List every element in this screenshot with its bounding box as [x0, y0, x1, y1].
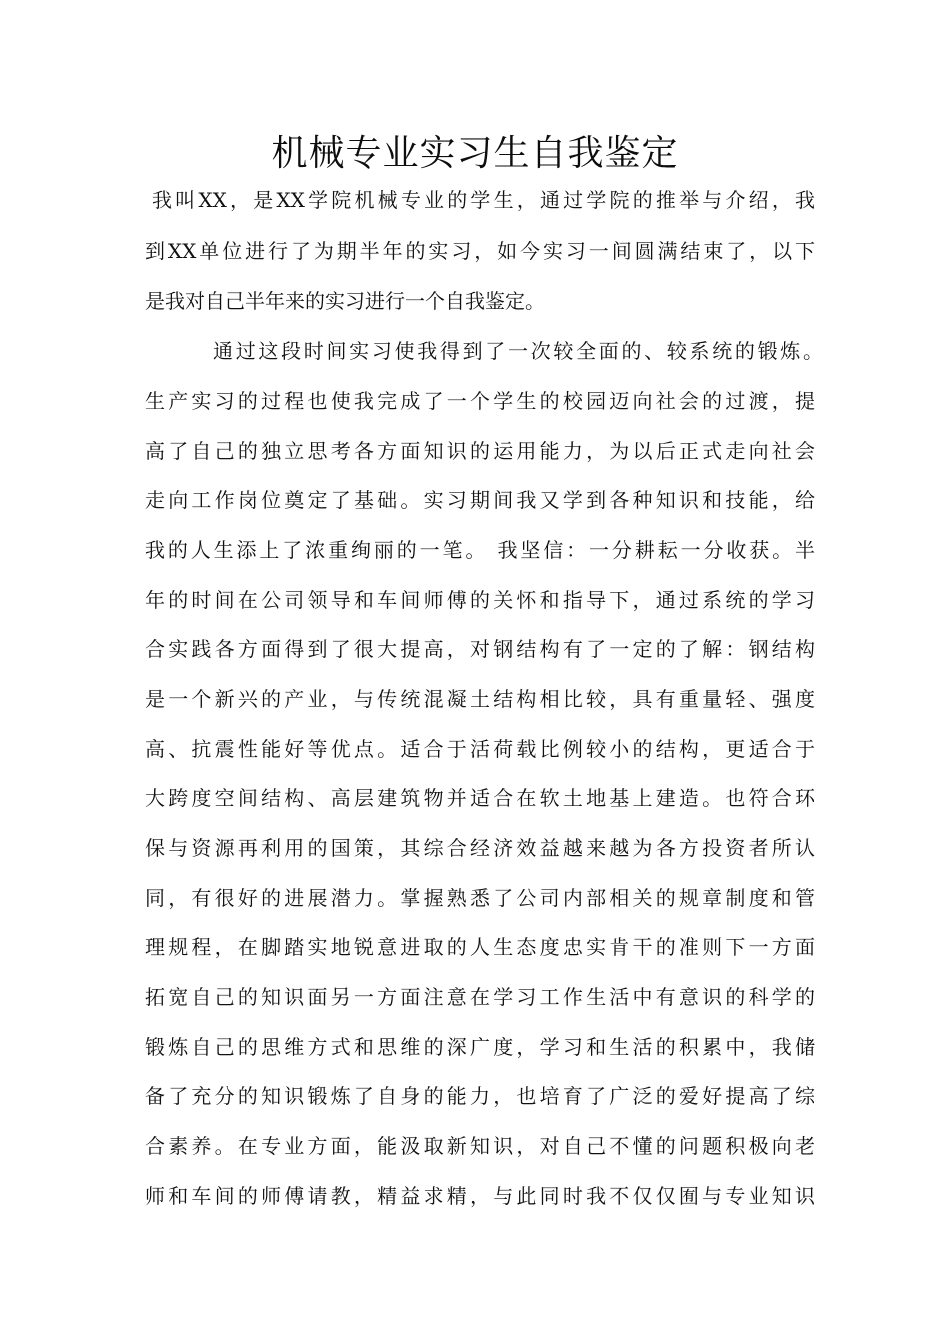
text-line: 我的人生添上了浓重绚丽的一笔。 我坚信：一分耕耘一分收获。半 [145, 538, 815, 562]
text-line: 拓宽自己的知识面另一方面注意在学习工作生活中有意识的科学的 [145, 985, 815, 1009]
text-line: 高、抗震性能好等优点。适合于活荷载比例较小的结构，更适合于 [145, 737, 815, 761]
text-line: 理规程，在脚踏实地锐意进取的人生态度忠实肯干的准则下一方面 [145, 935, 815, 959]
text-line: 师和车间的师傅请教，精益求精，与此同时我不仅仅囿与专业知识 [145, 1184, 815, 1208]
text-line: 保与资源再利用的国策，其综合经济效益越来越为各方投资者所认 [145, 836, 815, 860]
text-line: 同，有很好的进展潜力。掌握熟悉了公司内部相关的规章制度和管 [145, 886, 815, 910]
text-line: 是一个新兴的产业，与传统混凝土结构相比较，具有重量轻、强度 [145, 687, 815, 711]
text-line: 锻炼自己的思维方式和思维的深广度，学习和生活的积累中，我储 [145, 1035, 815, 1059]
text-line: 备了充分的知识锻炼了自身的能力，也培育了广泛的爱好提高了综 [145, 1084, 815, 1108]
text-line: 通过这段时间实习使我得到了一次较全面的、较系统的锻炼。 [213, 339, 823, 363]
document-title: 机械专业实习生自我鉴定 [271, 133, 679, 174]
text-line: 生产实习的过程也使我完成了一个学生的校园迈向社会的过渡，提 [145, 389, 815, 413]
text-line: 走向工作岗位奠定了基础。实习期间我又学到各种知识和技能，给 [145, 488, 815, 512]
text-line: 合实践各方面得到了很大提高，对钢结构有了一定的了解：钢结构 [145, 637, 815, 661]
text-line: 是我对自己半年来的实习进行一个自我鉴定。 [145, 289, 545, 313]
text-line: 高了自己的独立思考各方面知识的运用能力，为以后正式走向社会 [145, 439, 815, 463]
text-line: 合素养。在专业方面，能汲取新知识，对自己不懂的问题积极向老 [145, 1134, 815, 1158]
text-line: 我叫XX，是XX学院机械专业的学生，通过学院的推举与介绍，我 [152, 188, 815, 212]
text-line: 大跨度空间结构、高层建筑物并适合在软土地基上建造。也符合环 [145, 786, 815, 810]
text-line: 年的时间在公司领导和车间师傅的关怀和指导下，通过系统的学习 [145, 588, 815, 612]
text-line: 到XX单位进行了为期半年的实习，如今实习一间圆满结束了，以下 [145, 239, 815, 263]
